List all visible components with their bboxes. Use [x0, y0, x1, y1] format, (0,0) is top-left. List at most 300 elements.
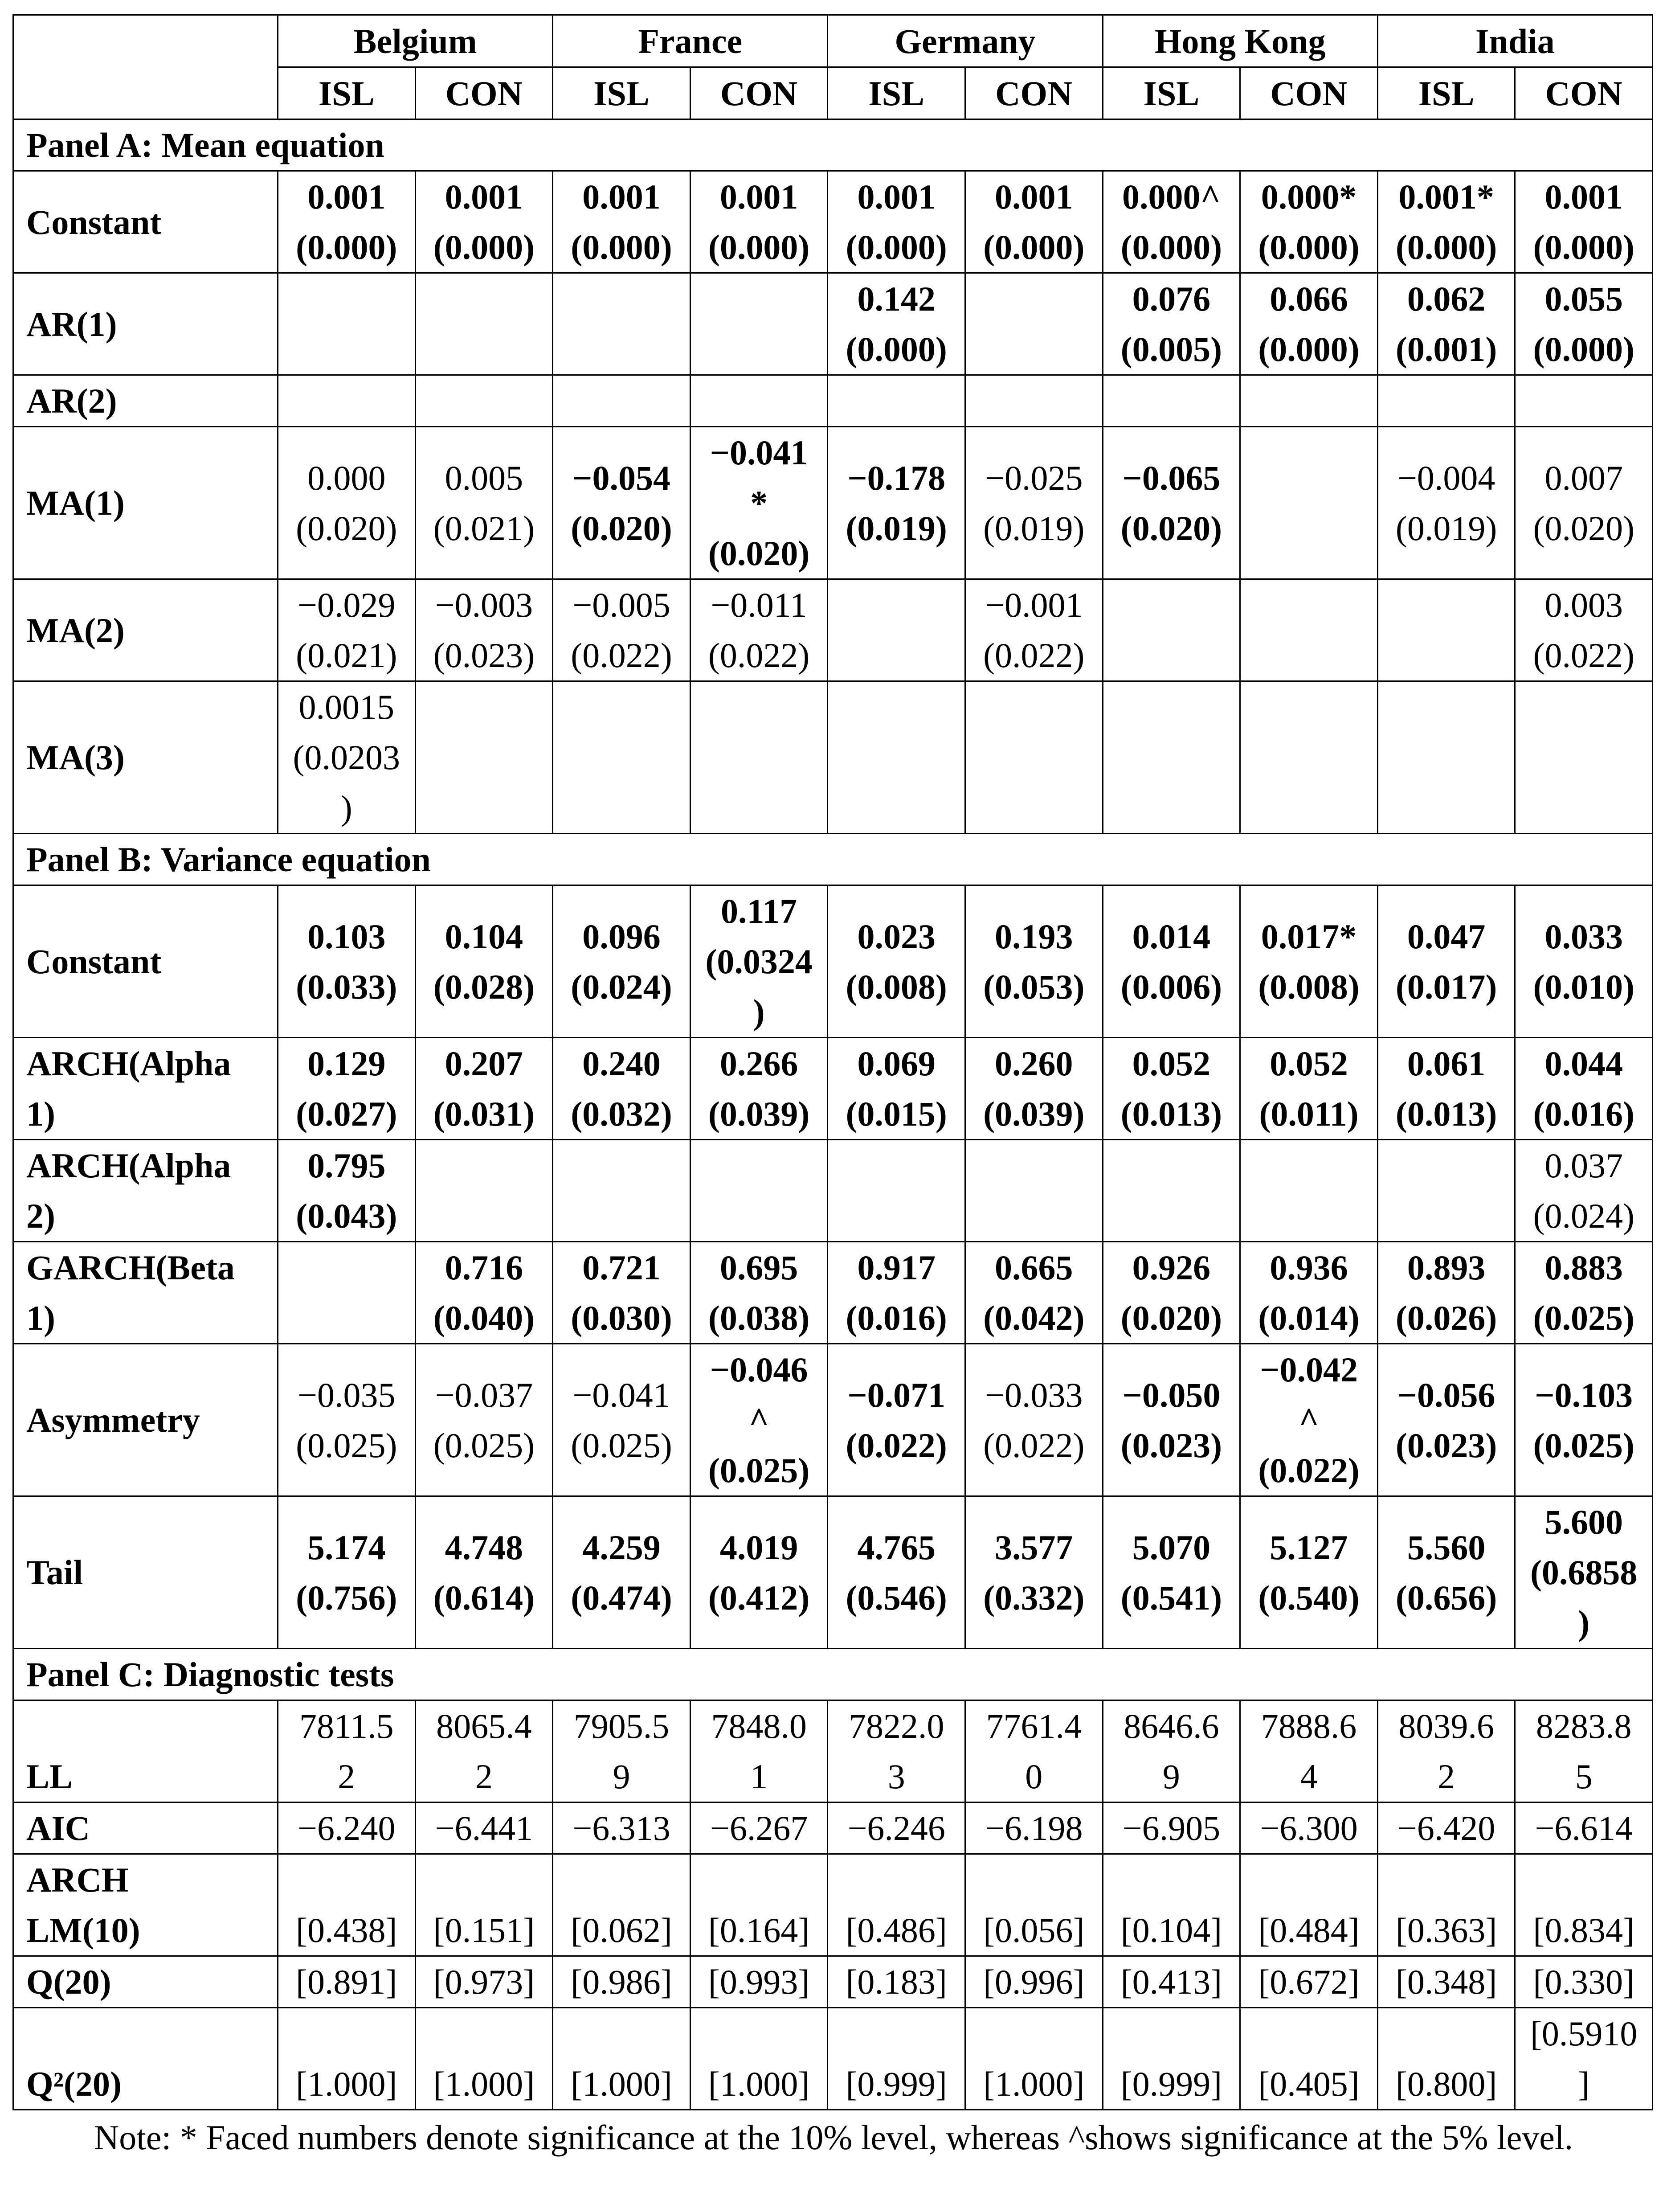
coefficient-value: 0.207	[445, 1044, 523, 1083]
subheader-cell: ISL	[553, 67, 690, 119]
coefficient-value: 7905.5	[573, 1707, 670, 1745]
value-cell	[828, 1038, 965, 1140]
coefficient-value: 5.070	[1132, 1528, 1211, 1567]
value-cell	[415, 375, 553, 427]
coefficient-value: [1.000]	[433, 2065, 535, 2103]
coefficient-value: [0.891]	[296, 1962, 397, 2001]
coefficient-value: 3.577	[995, 1528, 1073, 1567]
value-line: (0.032)	[571, 1094, 672, 1133]
value-line: 1	[750, 1757, 768, 1796]
table-row	[13, 1854, 1653, 1956]
value-cell	[1377, 1802, 1515, 1854]
value-line: ^	[748, 1401, 769, 1439]
value-line: (0.023)	[1120, 1426, 1222, 1465]
coefficient-value: 4.019	[719, 1528, 798, 1567]
table-row	[13, 1700, 1653, 1802]
value-cell	[1377, 1956, 1515, 2008]
value-cell	[1240, 885, 1378, 1038]
value-cell	[1515, 1038, 1653, 1140]
row-label	[13, 1700, 278, 1802]
value-cell	[278, 171, 416, 273]
coefficient-value: 8065.4	[436, 1707, 532, 1745]
value-line: (0.022)	[846, 1426, 947, 1465]
value-line: (0.540)	[1258, 1578, 1360, 1617]
value-cell	[1377, 273, 1515, 375]
table-row	[13, 171, 1653, 273]
value-cell	[278, 1242, 416, 1344]
value-cell	[278, 375, 416, 427]
value-line: (0.023)	[1395, 1426, 1497, 1465]
value-cell	[1240, 427, 1378, 579]
value-cell	[965, 171, 1103, 273]
value-cell	[553, 1854, 690, 1956]
value-line: (0.026)	[1395, 1299, 1497, 1337]
value-cell	[828, 681, 965, 834]
value-cell	[1240, 1038, 1378, 1140]
value-cell	[965, 1802, 1103, 1854]
value-line: (0.013)	[1120, 1094, 1222, 1133]
coefficient-value: −0.041	[572, 1375, 670, 1414]
value-cell	[1103, 375, 1240, 427]
value-cell	[965, 2008, 1103, 2110]
value-cell	[690, 273, 828, 375]
country-header-row	[13, 15, 1653, 67]
value-cell	[553, 885, 690, 1038]
value-line: (0.024)	[1533, 1196, 1634, 1235]
value-cell	[553, 1956, 690, 2008]
value-cell	[553, 171, 690, 273]
value-line: (0.025)	[708, 1451, 810, 1490]
row-label-line: LM(10)	[26, 1911, 140, 1950]
row-label-line: Q²(20)	[26, 2065, 122, 2103]
value-cell	[1515, 1700, 1653, 1802]
coefficient-value: 0.117	[720, 892, 797, 930]
value-line: (0.022)	[708, 636, 810, 675]
value-line: (0.412)	[708, 1578, 810, 1617]
coefficient-value: 0.005	[445, 458, 523, 497]
value-cell	[828, 1802, 965, 1854]
value-line: (0.006)	[1120, 967, 1222, 1006]
row-label-line: 1)	[26, 1299, 55, 1337]
coefficient-value: −0.056	[1397, 1375, 1495, 1414]
coefficient-value: 0.052	[1270, 1044, 1348, 1083]
coefficient-value: 7822.0	[848, 1707, 944, 1745]
coefficient-value: [0.672]	[1258, 1962, 1360, 2001]
value-cell	[828, 1242, 965, 1344]
value-line: (0.000)	[846, 330, 947, 369]
coefficient-value: 0.001*	[1398, 177, 1494, 216]
coefficient-value: −6.267	[710, 1809, 808, 1847]
coefficient-value: 0.055	[1544, 279, 1623, 318]
row-label	[13, 1038, 278, 1140]
value-cell	[1240, 1802, 1378, 1854]
value-cell	[278, 2008, 416, 2110]
coefficient-value: [0.164]	[708, 1911, 810, 1950]
row-label	[13, 171, 278, 273]
coefficient-value: −6.246	[847, 1809, 945, 1847]
row-label	[13, 1242, 278, 1344]
table-row	[13, 681, 1653, 834]
value-cell	[965, 681, 1103, 834]
value-cell	[690, 1854, 828, 1956]
value-cell	[415, 885, 553, 1038]
coefficient-value: 0.023	[857, 917, 936, 956]
table-note: Note: * Faced numbers denote significance at the 10% level, whereas ^shows significance at the 5% level.	[94, 2118, 1573, 2157]
value-line: (0.000)	[1258, 228, 1360, 266]
coefficient-value: 0.716	[445, 1248, 523, 1287]
value-line: (0.030)	[571, 1299, 672, 1337]
value-cell	[1240, 681, 1378, 834]
coefficient-value: 0.665	[995, 1248, 1073, 1287]
value-cell	[1240, 1344, 1378, 1496]
coefficient-value: 0.000^	[1122, 177, 1221, 216]
value-cell	[1240, 273, 1378, 375]
value-cell	[690, 1700, 828, 1802]
coefficient-value: −6.240	[298, 1809, 396, 1847]
value-cell	[1103, 2008, 1240, 2110]
subheader-cell: ISL	[278, 67, 416, 119]
value-line: (0.020)	[708, 534, 810, 573]
coefficient-value: [1.000]	[708, 2065, 810, 2103]
row-label	[13, 2008, 278, 2110]
coefficient-value: 0.047	[1407, 917, 1486, 956]
value-cell	[1103, 1140, 1240, 1242]
value-cell	[828, 1854, 965, 1956]
value-cell	[278, 885, 416, 1038]
table-row	[13, 885, 1653, 1038]
value-line: (0.756)	[296, 1578, 397, 1617]
coefficient-value: [0.999]	[846, 2065, 947, 2103]
value-cell	[1377, 1854, 1515, 1956]
value-cell	[553, 681, 690, 834]
value-line: 4	[1300, 1757, 1318, 1796]
subheader-cell: ISL	[828, 67, 965, 119]
coefficient-value: [0.993]	[708, 1962, 810, 2001]
value-cell	[965, 1956, 1103, 2008]
coefficient-value: [0.973]	[433, 1962, 535, 2001]
coefficient-value: −0.025	[985, 458, 1083, 497]
coefficient-value: −0.005	[572, 586, 670, 624]
value-cell	[1377, 1242, 1515, 1344]
table-row	[13, 273, 1653, 375]
value-cell	[1377, 171, 1515, 273]
row-label	[13, 1956, 278, 2008]
value-cell	[965, 1344, 1103, 1496]
coefficient-value: −0.071	[847, 1375, 946, 1414]
value-line: (0.022)	[1533, 636, 1634, 675]
coefficient-value: 0.076	[1132, 279, 1211, 318]
coefficient-value: [0.183]	[846, 1962, 947, 2001]
value-line: (0.017)	[1395, 967, 1497, 1006]
country-header: Hong Kong	[1103, 15, 1377, 67]
country-header: Belgium	[278, 15, 553, 67]
value-cell	[1240, 2008, 1378, 2110]
value-cell	[690, 681, 828, 834]
value-cell	[965, 579, 1103, 681]
coefficient-value: [0.151]	[433, 1911, 535, 1950]
value-line: (0.614)	[433, 1578, 535, 1617]
value-line: 2	[475, 1757, 493, 1796]
coefficient-value: −6.300	[1260, 1809, 1358, 1847]
value-cell	[1240, 1854, 1378, 1956]
value-cell	[553, 2008, 690, 2110]
value-line: (0.025)	[571, 1426, 672, 1465]
value-line: (0.025)	[296, 1426, 397, 1465]
coefficient-value: 0.142	[857, 279, 936, 318]
row-label-line: MA(2)	[26, 610, 125, 650]
table-row	[13, 1956, 1653, 2008]
value-cell	[1103, 1242, 1240, 1344]
value-cell	[1515, 1242, 1653, 1344]
row-label	[13, 681, 278, 834]
coefficient-value: 0.721	[582, 1248, 661, 1287]
coefficient-value: [0.834]	[1533, 1911, 1634, 1950]
coefficient-value: 0.052	[1132, 1044, 1211, 1083]
value-cell	[1377, 375, 1515, 427]
value-line: (0.022)	[983, 1426, 1085, 1465]
coefficient-value: 7761.4	[986, 1707, 1082, 1745]
value-cell	[828, 375, 965, 427]
value-line: (0.025)	[433, 1426, 535, 1465]
row-label-line: ARCH	[26, 1860, 129, 1899]
value-cell	[1377, 885, 1515, 1038]
value-cell	[278, 1802, 416, 1854]
value-cell	[278, 427, 416, 579]
value-line: ^	[1299, 1401, 1319, 1439]
panel-header-row	[13, 834, 1653, 885]
value-cell	[1103, 579, 1240, 681]
value-cell	[1103, 1038, 1240, 1140]
value-cell	[1515, 273, 1653, 375]
coefficient-value: 0.066	[1270, 279, 1348, 318]
value-cell	[415, 171, 553, 273]
value-cell	[1515, 1140, 1653, 1242]
coefficient-value: −0.035	[298, 1375, 396, 1414]
value-line: (0.005)	[1120, 330, 1222, 369]
value-cell	[278, 273, 416, 375]
value-cell	[553, 1242, 690, 1344]
value-cell	[1515, 1344, 1653, 1496]
coefficient-value: −6.420	[1397, 1809, 1495, 1847]
subheader-cell: CON	[690, 67, 828, 119]
coefficient-value: −0.046	[710, 1350, 808, 1389]
coefficient-value: 0.001	[307, 177, 386, 216]
value-cell	[278, 1956, 416, 2008]
value-cell	[1103, 681, 1240, 834]
table-row	[13, 427, 1653, 579]
value-cell	[965, 1700, 1103, 1802]
value-line: (0.024)	[571, 967, 672, 1006]
row-label-line: MA(1)	[26, 483, 125, 522]
coefficient-value: 0.014	[1132, 917, 1211, 956]
value-line: (0.020)	[296, 508, 397, 548]
value-line: 3	[887, 1757, 905, 1796]
value-cell	[415, 1854, 553, 1956]
coefficient-value: −0.103	[1535, 1375, 1633, 1414]
row-label	[13, 375, 278, 427]
table-row	[13, 1496, 1653, 1649]
coefficient-value: 0.917	[857, 1248, 936, 1287]
coefficient-value: 4.765	[857, 1528, 936, 1567]
panel-title: Panel C: Diagnostic tests	[13, 1649, 1653, 1700]
value-cell	[1515, 681, 1653, 834]
value-cell	[1515, 1496, 1653, 1649]
value-cell	[828, 171, 965, 273]
value-cell	[1103, 427, 1240, 579]
value-line: (0.019)	[983, 508, 1085, 548]
value-cell	[1377, 2008, 1515, 2110]
subheader-cell: ISL	[1377, 67, 1515, 119]
row-label-line: Constant	[26, 942, 162, 981]
value-cell	[1377, 1344, 1515, 1496]
value-line: (0.000)	[1533, 228, 1634, 266]
table-row	[13, 1140, 1653, 1242]
row-label-line: Q(20)	[26, 1962, 111, 2001]
coefficient-value: [0.348]	[1395, 1962, 1497, 2001]
value-line: (0.021)	[433, 508, 535, 548]
value-line: (0.015)	[846, 1094, 947, 1133]
coefficient-value: 8039.6	[1398, 1707, 1494, 1745]
row-label	[13, 273, 278, 375]
coefficient-value: 0.044	[1544, 1044, 1623, 1083]
subheader-cell: CON	[965, 67, 1103, 119]
results-table	[12, 14, 1653, 2110]
coefficient-value: [0.413]	[1120, 1962, 1222, 2001]
value-cell	[278, 1140, 416, 1242]
row-label	[13, 885, 278, 1038]
value-cell	[690, 1496, 828, 1649]
value-cell	[1377, 1140, 1515, 1242]
row-label-line: AR(2)	[26, 381, 117, 420]
coefficient-value: [0.104]	[1120, 1911, 1222, 1950]
value-cell	[965, 1854, 1103, 1956]
value-cell	[965, 427, 1103, 579]
coefficient-value: [0.330]	[1533, 1962, 1634, 2001]
value-cell	[1103, 273, 1240, 375]
value-line: (0.000)	[1533, 330, 1634, 369]
value-line: (0.039)	[708, 1094, 810, 1133]
value-line: )	[340, 788, 352, 827]
value-cell	[1103, 1802, 1240, 1854]
value-cell	[1103, 885, 1240, 1038]
value-cell	[553, 1802, 690, 1854]
value-cell	[690, 1802, 828, 1854]
coefficient-value: −0.042	[1260, 1350, 1358, 1389]
value-line: (0.023)	[433, 636, 535, 675]
value-cell	[278, 1496, 416, 1649]
row-label-line: 1)	[26, 1094, 55, 1133]
value-cell	[1377, 579, 1515, 681]
coefficient-value: 0.103	[307, 917, 386, 956]
value-cell	[828, 579, 965, 681]
country-header: France	[553, 15, 828, 67]
value-line: (0.033)	[296, 967, 397, 1006]
coefficient-value: [0.999]	[1120, 2065, 1222, 2103]
value-cell	[690, 1140, 828, 1242]
value-line: (0.010)	[1533, 967, 1634, 1006]
subheader-cell: CON	[1240, 67, 1378, 119]
row-label-line: Constant	[26, 202, 162, 242]
coefficient-value: −0.011	[711, 586, 807, 624]
value-cell	[828, 1700, 965, 1802]
coefficient-value: [0.484]	[1258, 1911, 1360, 1950]
coefficient-value: 0.001	[445, 177, 523, 216]
coefficient-value: 0.017*	[1261, 917, 1357, 956]
value-line: (0.019)	[846, 508, 947, 548]
table-body	[13, 15, 1653, 2110]
value-cell	[553, 427, 690, 579]
value-cell	[1240, 1956, 1378, 2008]
panel-title: Panel B: Variance equation	[13, 834, 1653, 885]
value-line: (0.025)	[1533, 1299, 1634, 1337]
subheader-cell: ISL	[1103, 67, 1240, 119]
value-cell	[415, 1038, 553, 1140]
value-line: 9	[613, 1757, 630, 1796]
value-line: (0.019)	[1395, 508, 1497, 548]
value-line: (0.013)	[1395, 1094, 1497, 1133]
coefficient-value: 0.000	[307, 458, 386, 497]
row-label-line: Tail	[26, 1553, 83, 1592]
value-line: (0.332)	[983, 1578, 1085, 1617]
panel-title: Panel A: Mean equation	[13, 119, 1653, 171]
row-label	[13, 427, 278, 579]
table-row	[13, 1802, 1653, 1854]
value-line: (0.020)	[571, 508, 672, 548]
coefficient-value: −0.178	[847, 458, 946, 497]
value-cell	[690, 1956, 828, 2008]
coefficient-value: [0.056]	[983, 1911, 1085, 1950]
value-cell	[1240, 375, 1378, 427]
value-line: (0.022)	[571, 636, 672, 675]
value-line: (0.000)	[1395, 228, 1497, 266]
coefficient-value: 0.001	[995, 177, 1073, 216]
row-label	[13, 1344, 278, 1496]
value-line: (0.000)	[708, 228, 810, 266]
value-line: *	[750, 483, 768, 522]
value-cell	[553, 1496, 690, 1649]
coefficient-value: 7811.5	[299, 1707, 394, 1745]
row-label	[13, 579, 278, 681]
value-cell	[1240, 1496, 1378, 1649]
row-label-line: GARCH(Beta	[26, 1248, 235, 1287]
value-cell	[690, 579, 828, 681]
coefficient-value: [0.438]	[296, 1911, 397, 1950]
coefficient-value: [1.000]	[571, 2065, 672, 2103]
coefficient-value: 0.266	[719, 1044, 798, 1083]
coefficient-value: −0.054	[572, 458, 670, 497]
value-line: (0.039)	[983, 1094, 1085, 1133]
value-cell	[1377, 1038, 1515, 1140]
coefficient-value: 0.883	[1544, 1248, 1623, 1287]
value-cell	[965, 1242, 1103, 1344]
value-cell	[415, 1802, 553, 1854]
value-cell	[278, 681, 416, 834]
value-line: (0.000)	[433, 228, 535, 266]
coefficient-value: −0.065	[1122, 458, 1221, 497]
value-line: (0.038)	[708, 1299, 810, 1337]
value-cell	[965, 885, 1103, 1038]
coefficient-value: −0.037	[435, 1375, 533, 1414]
value-cell	[828, 885, 965, 1038]
coefficient-value: −6.614	[1535, 1809, 1633, 1847]
value-cell	[415, 1700, 553, 1802]
value-cell	[690, 427, 828, 579]
country-header: Germany	[828, 15, 1103, 67]
coefficient-value: [0.5910	[1530, 2014, 1638, 2053]
coefficient-value: [0.062]	[571, 1911, 672, 1950]
coefficient-value: 0.260	[995, 1044, 1073, 1083]
coefficient-value: 5.600	[1544, 1503, 1623, 1541]
